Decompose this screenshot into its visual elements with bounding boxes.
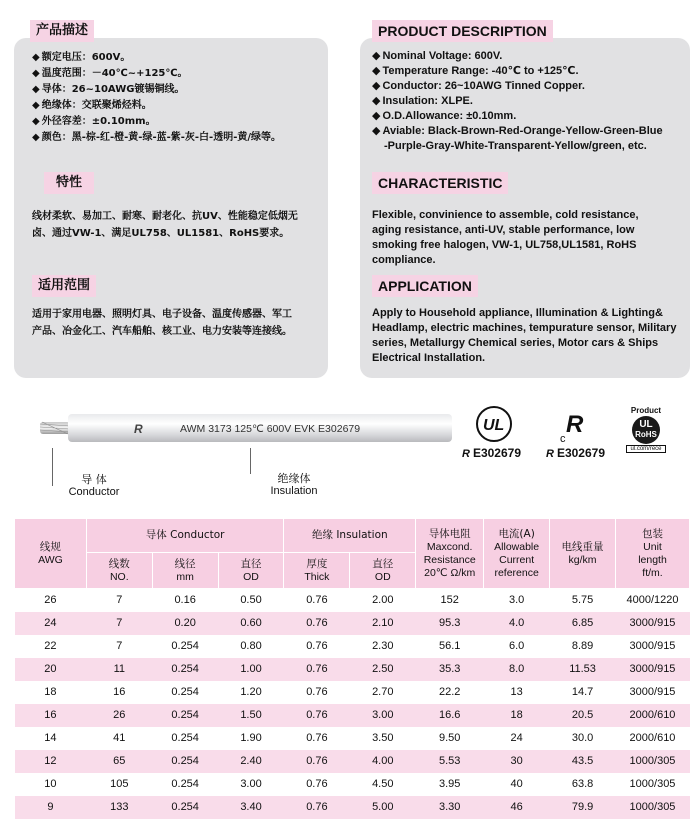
cn-characteristic-title: 特性	[44, 172, 94, 194]
cell-package: 1000/305	[616, 750, 690, 773]
cell-insulation-thick: 0.76	[284, 704, 350, 727]
cell-insulation-thick: 0.76	[284, 773, 350, 796]
description-item-text: 颜色：黑-棕-红-橙-黄-绿-蓝-紫-灰-白-透明-黄/绿等。	[41, 132, 282, 143]
description-item-text: Nominal Voltage: 600V.	[382, 50, 503, 62]
description-item	[32, 130, 281, 146]
cell-awg: 16	[15, 704, 87, 727]
description-item-text: Aviable: Black-Brown-Red-Orange-Yellow-Green-Blue	[382, 125, 663, 137]
cell-package: 3000/915	[616, 681, 690, 704]
paragraph-line: Flexible, convinience to assemble, cold resistance,	[372, 209, 639, 221]
cul-c-letter: c	[560, 433, 566, 444]
cell-strand-count: 41	[86, 727, 152, 750]
cell-insulation-od: 2.10	[350, 612, 416, 635]
cell-strand-count: 16	[86, 681, 152, 704]
cell-strand-diameter: 0.254	[152, 681, 218, 704]
conductor-strands	[40, 422, 70, 434]
cul-logo-mark: R	[566, 411, 584, 438]
description-item-text: Temperature Range: -40℃ to +125℃.	[382, 65, 579, 77]
th-strand-count	[86, 553, 152, 589]
th-od2-en: OD	[374, 570, 391, 583]
insulation-label-cn: 绝缘体	[277, 472, 311, 485]
cell-package: 1000/305	[616, 796, 690, 819]
cable-illustration	[38, 408, 454, 448]
th-thick-en: Thick	[304, 570, 330, 583]
cell-strand-diameter: 0.254	[152, 773, 218, 796]
th-pack-en2: length	[638, 553, 667, 566]
insulation-label	[262, 472, 326, 498]
cell-awg: 26	[15, 589, 87, 612]
th-strand-diameter	[152, 553, 218, 589]
cell-resistance: 16.6	[416, 704, 484, 727]
table-row	[15, 635, 690, 658]
cell-weight: 11.53	[550, 658, 616, 681]
th-res-en1: Maxcond.	[426, 540, 473, 553]
cell-awg: 20	[15, 658, 87, 681]
cell-weight: 63.8	[550, 773, 616, 796]
rohs-badge-url: ul.com/rece	[626, 445, 666, 453]
cell-current: 46	[484, 796, 550, 819]
cert-file-number-2-text: E302679	[556, 446, 605, 460]
diamond-bullet-icon: ◆	[372, 80, 381, 92]
th-cur-cn: 电流(A)	[498, 527, 535, 540]
cell-strand-count: 133	[86, 796, 152, 819]
en-description-title: PRODUCT DESCRIPTION	[372, 20, 553, 42]
rohs-badge-word: RoHS	[635, 430, 657, 439]
table-row	[15, 750, 690, 773]
th-res-en2: Resistance	[423, 553, 476, 566]
th-od-cn: 直径	[240, 557, 262, 570]
cell-current: 40	[484, 773, 550, 796]
cell-weight: 5.75	[550, 589, 616, 612]
th-cur-en3: reference	[494, 566, 539, 579]
conductor-label-cn: 导 体	[81, 473, 107, 486]
paragraph-line: Apply to Household appliance, Illumination & Lighting&	[372, 307, 663, 319]
cell-strand-count: 105	[86, 773, 152, 796]
cell-conductor-od: 0.50	[218, 589, 284, 612]
cell-resistance: 56.1	[416, 635, 484, 658]
en-application-title: APPLICATION	[372, 275, 478, 297]
th-thick-cn: 厚度	[306, 557, 328, 570]
th-awg-cn: 线规	[39, 540, 61, 553]
th-wt-cn: 电线重量	[561, 540, 604, 553]
diamond-bullet-icon: ◆	[372, 110, 381, 122]
table-row	[15, 658, 690, 681]
cell-resistance: 3.95	[416, 773, 484, 796]
cell-insulation-od: 3.00	[350, 704, 416, 727]
diamond-bullet-icon: ◆	[32, 68, 40, 79]
cell-awg: 10	[15, 773, 87, 796]
cn-description-list	[32, 50, 281, 146]
cell-package: 2000/610	[616, 727, 690, 750]
cell-resistance: 9.50	[416, 727, 484, 750]
conductor-label-en: Conductor	[68, 486, 120, 498]
cell-package: 2000/610	[616, 704, 690, 727]
cell-strand-count: 11	[86, 658, 152, 681]
cell-conductor-od: 2.40	[218, 750, 284, 773]
cell-insulation-od: 4.50	[350, 773, 416, 796]
description-item	[372, 49, 663, 64]
th-cur-en1: Allowable	[494, 540, 540, 553]
th-od2-cn: 直径	[372, 557, 394, 570]
cell-current: 4.0	[484, 612, 550, 635]
description-item-text: Insulation: XLPE.	[382, 95, 473, 107]
paragraph-line: Headlamp, electric machines, tempurature sensor, Military	[372, 322, 677, 334]
cell-strand-diameter: 0.254	[152, 635, 218, 658]
description-item-text: Conductor: 26~10AWG Tinned Copper.	[382, 80, 585, 92]
cell-resistance: 152	[416, 589, 484, 612]
description-item	[372, 109, 663, 124]
th-wt-en: kg/km	[568, 553, 597, 566]
description-item	[372, 64, 663, 79]
description-item	[372, 94, 663, 109]
th-resistance	[416, 519, 484, 589]
th-conductor-od	[218, 553, 284, 589]
cell-insulation-thick: 0.76	[284, 727, 350, 750]
rohs-badge-ul: UL	[639, 419, 653, 430]
cell-strand-diameter: 0.254	[152, 727, 218, 750]
th-no-cn: 线数	[108, 557, 130, 570]
cell-awg: 24	[15, 612, 87, 635]
th-dia-cn: 线径	[174, 557, 196, 570]
diamond-bullet-icon: ◆	[32, 132, 40, 143]
cell-awg: 18	[15, 681, 87, 704]
cell-conductor-od: 3.00	[218, 773, 284, 796]
cell-insulation-od: 2.50	[350, 658, 416, 681]
paragraph-line: compliance.	[372, 254, 436, 266]
cell-strand-count: 26	[86, 704, 152, 727]
description-item-text: -Purple-Gray-White-Transparent-Yellow/green, etc.	[384, 140, 647, 152]
description-item	[372, 124, 663, 139]
description-item-text: 额定电压：600V。	[41, 52, 131, 63]
cell-weight: 43.5	[550, 750, 616, 773]
diamond-bullet-icon: ◆	[372, 50, 381, 62]
th-awg-en: AWG	[38, 553, 63, 566]
cell-awg: 9	[15, 796, 87, 819]
diamond-bullet-icon: ◆	[32, 116, 40, 127]
th-no-en: NO.	[109, 570, 129, 583]
diamond-bullet-icon: ◆	[32, 100, 40, 111]
ul-rohs-badge	[626, 406, 666, 453]
cell-current: 13	[484, 681, 550, 704]
cell-package: 4000/1220	[616, 589, 690, 612]
cell-insulation-thick: 0.76	[284, 635, 350, 658]
description-item-text: O.D.Allowance: ±0.10mm.	[382, 110, 517, 122]
th-insulation-thick	[284, 553, 350, 589]
description-item	[32, 98, 281, 114]
description-item-text: 绝缘体：交联聚烯烃料。	[41, 100, 152, 111]
cell-strand-count: 7	[86, 612, 152, 635]
cell-package: 3000/915	[616, 658, 690, 681]
th-pack-cn: 包装	[642, 527, 663, 540]
cell-weight: 6.85	[550, 612, 616, 635]
cell-insulation-od: 5.00	[350, 796, 416, 819]
cell-conductor-od: 0.80	[218, 635, 284, 658]
rohs-badge-circle	[632, 416, 660, 444]
cell-strand-diameter: 0.254	[152, 704, 218, 727]
cell-current: 6.0	[484, 635, 550, 658]
cell-conductor-od: 1.50	[218, 704, 284, 727]
table-row	[15, 589, 690, 612]
th-weight	[550, 519, 616, 589]
cell-package: 3000/915	[616, 612, 690, 635]
description-item-text: 导体：26~10AWG镀锡铜线。	[41, 84, 185, 95]
insulation-label-en: Insulation	[270, 485, 318, 497]
th-res-cn: 导体电阻	[428, 527, 471, 540]
th-pack-en1: Unit	[643, 540, 662, 553]
cell-current: 24	[484, 727, 550, 750]
en-application-text	[372, 306, 676, 366]
cable-ul-mark: R	[134, 422, 143, 436]
cell-weight: 14.7	[550, 681, 616, 704]
cell-insulation-thick: 0.76	[284, 612, 350, 635]
th-package	[616, 519, 690, 589]
ul-listed-logo-text: UL	[483, 417, 505, 434]
cell-current: 8.0	[484, 658, 550, 681]
table-row	[15, 727, 690, 750]
cell-strand-count: 7	[86, 589, 152, 612]
cell-current: 30	[484, 750, 550, 773]
cell-conductor-od: 1.00	[218, 658, 284, 681]
cell-package: 1000/305	[616, 773, 690, 796]
cell-weight: 79.9	[550, 796, 616, 819]
ul-recognized-mark-small: R	[462, 448, 470, 460]
th-res-en3: 20℃ Ω/km	[424, 566, 476, 579]
cell-conductor-od: 0.60	[218, 612, 284, 635]
paragraph-line: smoking free halogen, VW-1, UL758,UL1581, RoHS	[372, 239, 637, 251]
en-description-list	[372, 49, 663, 154]
cell-strand-diameter: 0.254	[152, 750, 218, 773]
cell-insulation-od: 4.00	[350, 750, 416, 773]
paragraph-line: Electrical Installation.	[372, 352, 486, 364]
th-awg	[15, 519, 87, 589]
cell-package: 3000/915	[616, 635, 690, 658]
cert-file-number-2	[546, 446, 605, 460]
paragraph-line: aging resistance, anti-UV, stable performance, low	[372, 224, 635, 236]
cell-strand-diameter: 0.254	[152, 658, 218, 681]
cell-resistance: 35.3	[416, 658, 484, 681]
rohs-badge-top: Product	[630, 406, 662, 415]
cn-characteristic-text: 线材柔软、易加工、耐寒、耐老化、抗UV、性能稳定低烟无卤、通过VW-1、满足UL758、UL1581、RoHS要求。	[32, 211, 298, 239]
specification-table-body	[15, 589, 690, 819]
cell-conductor-od: 3.40	[218, 796, 284, 819]
cell-awg: 22	[15, 635, 87, 658]
th-conductor-label: 导体 Conductor	[145, 529, 225, 541]
cell-resistance: 5.53	[416, 750, 484, 773]
insulation-leader-line	[250, 448, 251, 474]
diamond-bullet-icon: ◆	[372, 95, 381, 107]
cell-strand-diameter: 0.16	[152, 589, 218, 612]
table-row	[15, 704, 690, 727]
en-characteristic-title: CHARACTERISTIC	[372, 172, 508, 194]
description-item	[32, 114, 281, 130]
th-insulation-od	[350, 553, 416, 589]
ul-listed-logo	[470, 404, 518, 444]
description-item	[32, 82, 281, 98]
diamond-bullet-icon: ◆	[32, 52, 40, 63]
diamond-bullet-icon: ◆	[32, 84, 40, 95]
th-pack-en3: ft/m.	[642, 566, 663, 579]
table-row	[15, 796, 690, 819]
cell-awg: 14	[15, 727, 87, 750]
conductor-label	[62, 473, 126, 499]
cell-weight: 30.0	[550, 727, 616, 750]
cell-weight: 20.5	[550, 704, 616, 727]
cell-conductor-od: 1.20	[218, 681, 284, 704]
table-row	[15, 612, 690, 635]
cell-resistance: 3.30	[416, 796, 484, 819]
cell-current: 18	[484, 704, 550, 727]
cell-strand-count: 7	[86, 635, 152, 658]
cn-description-title: 产品描述	[30, 20, 94, 42]
th-cur-en2: Current	[499, 553, 535, 566]
cell-strand-diameter: 0.20	[152, 612, 218, 635]
description-item	[372, 139, 663, 154]
cell-resistance: 22.2	[416, 681, 484, 704]
cell-insulation-od: 2.70	[350, 681, 416, 704]
table-row	[15, 773, 690, 796]
description-item	[372, 79, 663, 94]
cell-insulation-thick: 0.76	[284, 589, 350, 612]
cable-print-text: AWM 3173 125℃ 600V EVK E302679	[180, 423, 361, 435]
diamond-bullet-icon: ◆	[372, 65, 381, 77]
th-insulation	[284, 519, 416, 553]
en-characteristic-text	[372, 208, 639, 268]
table-row	[15, 681, 690, 704]
cell-insulation-thick: 0.76	[284, 681, 350, 704]
th-insulation-label: 绝缘 Insulation	[311, 529, 388, 541]
cell-resistance: 95.3	[416, 612, 484, 635]
th-dia-en: mm	[176, 570, 194, 583]
cn-application-title: 适用范围	[32, 275, 96, 297]
cert-file-number-1	[462, 446, 521, 460]
cell-weight: 8.89	[550, 635, 616, 658]
cell-awg: 12	[15, 750, 87, 773]
paragraph-line: series, Metallurgy Chemical series, Motor cars & Ships	[372, 337, 659, 349]
cell-strand-diameter: 0.254	[152, 796, 218, 819]
th-od-en: OD	[243, 570, 259, 583]
cell-current: 3.0	[484, 589, 550, 612]
cell-insulation-thick: 0.76	[284, 796, 350, 819]
th-conductor	[86, 519, 284, 553]
description-item	[32, 50, 281, 66]
cell-conductor-od: 1.90	[218, 727, 284, 750]
ul-recognized-mark-small-2: R	[546, 448, 554, 460]
diamond-bullet-icon: ◆	[372, 125, 381, 137]
description-item	[32, 66, 281, 82]
description-item-text: 温度范围：－40℃~+125℃。	[41, 68, 188, 79]
specification-table	[14, 518, 690, 819]
cell-insulation-thick: 0.76	[284, 750, 350, 773]
cell-insulation-thick: 0.76	[284, 658, 350, 681]
cell-insulation-od: 2.30	[350, 635, 416, 658]
cell-strand-count: 65	[86, 750, 152, 773]
cn-application-text: 适用于家用电器、照明灯具、电子设备、温度传感器、军工产品、冶金化工、汽车船舶、核工业、电力安装等连接线。	[32, 309, 292, 337]
cell-insulation-od: 2.00	[350, 589, 416, 612]
conductor-leader-line	[52, 448, 53, 486]
cul-recognized-logo	[556, 404, 606, 444]
th-current	[484, 519, 550, 589]
cert-file-number-1-text: E302679	[472, 446, 521, 460]
description-item-text: 外径容差：±0.10mm。	[41, 116, 156, 127]
cell-insulation-od: 3.50	[350, 727, 416, 750]
